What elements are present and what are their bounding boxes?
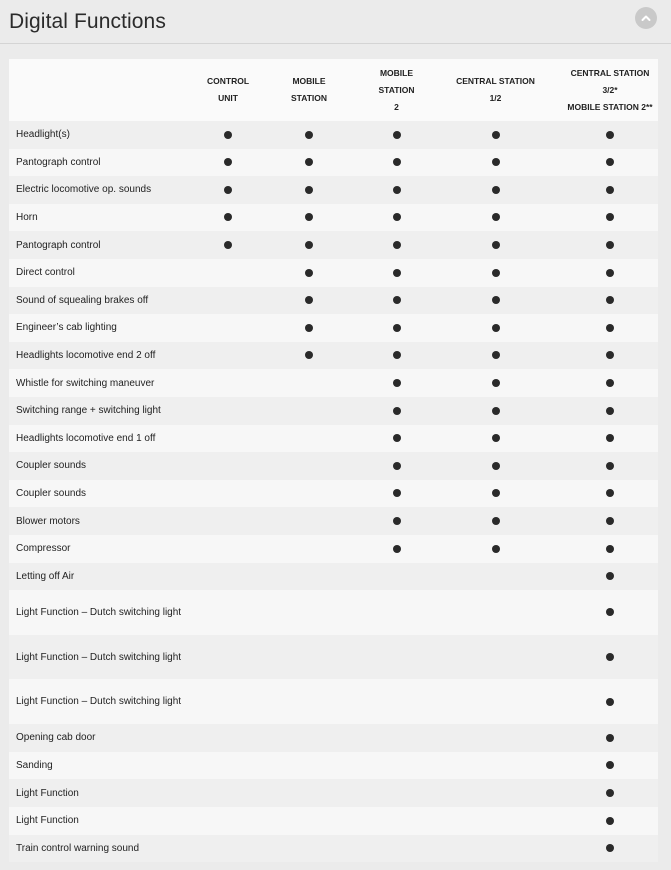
collapse-button[interactable] — [635, 7, 657, 29]
support-cell-control-unit — [202, 590, 254, 635]
support-cell-mobile-station — [254, 314, 364, 342]
supported-dot-icon — [606, 131, 614, 139]
support-cell-central-station-1-2 — [429, 149, 562, 177]
supported-dot-icon — [224, 131, 232, 139]
supported-dot-icon — [305, 131, 313, 139]
supported-dot-icon — [606, 844, 614, 852]
support-cell-control-unit — [202, 807, 254, 835]
functions-table-container — [9, 59, 658, 862]
support-cell-mobile-station — [254, 563, 364, 591]
supported-dot-icon — [606, 158, 614, 166]
support-cell-central-station-3-2 — [562, 452, 658, 480]
function-label: Light Function — [16, 787, 79, 799]
header-line: 2 — [394, 101, 399, 112]
supported-dot-icon — [393, 407, 401, 415]
support-cell-central-station-3-2 — [562, 535, 658, 563]
function-label: Light Function – Dutch switching light — [16, 606, 182, 618]
support-cell-mobile-station — [254, 452, 364, 480]
function-label: Blower motors — [16, 515, 80, 527]
table-row — [9, 835, 658, 863]
support-cell-central-station-1-2 — [429, 287, 562, 315]
support-cell-central-station-1-2 — [429, 121, 562, 149]
supported-dot-icon — [492, 296, 500, 304]
supported-dot-icon — [492, 213, 500, 221]
function-label: Coupler sounds — [16, 460, 87, 472]
support-cell-central-station-1-2 — [429, 480, 562, 508]
support-cell-mobile-station — [254, 176, 364, 204]
supported-dot-icon — [393, 158, 401, 166]
header-line: MOBILE STATION — [378, 67, 415, 95]
supported-dot-icon — [393, 269, 401, 277]
support-cell-mobile-station-2 — [364, 287, 429, 315]
support-cell-central-station-3-2 — [562, 397, 658, 425]
support-cell-central-station-3-2 — [562, 563, 658, 591]
supported-dot-icon — [492, 351, 500, 359]
supported-dot-icon — [492, 324, 500, 332]
header-line: 1/2 — [489, 93, 502, 103]
function-label: Headlights locomotive end 1 off — [16, 432, 156, 444]
support-cell-mobile-station-2 — [364, 590, 429, 635]
support-cell-control-unit — [202, 204, 254, 232]
support-cell-mobile-station — [254, 779, 364, 807]
chevron-up-icon — [640, 12, 652, 24]
header-line: UNIT — [218, 93, 238, 103]
table-header-row — [9, 59, 658, 121]
supported-dot-icon — [393, 545, 401, 553]
support-cell-mobile-station — [254, 807, 364, 835]
support-cell-mobile-station — [254, 287, 364, 315]
supported-dot-icon — [393, 351, 401, 359]
support-cell-mobile-station-2 — [364, 425, 429, 453]
support-cell-central-station-3-2 — [562, 149, 658, 177]
supported-dot-icon — [606, 324, 614, 332]
supported-dot-icon — [393, 379, 401, 387]
supported-dot-icon — [393, 517, 401, 525]
support-cell-central-station-1-2 — [429, 369, 562, 397]
supported-dot-icon — [305, 351, 313, 359]
support-cell-mobile-station-2 — [364, 507, 429, 535]
table-row — [9, 287, 658, 315]
supported-dot-icon — [393, 213, 401, 221]
support-cell-central-station-3-2 — [562, 204, 658, 232]
table-body — [9, 121, 658, 862]
header-central-station-1-2 — [429, 59, 562, 121]
support-cell-central-station-3-2 — [562, 259, 658, 287]
support-cell-central-station-1-2 — [429, 425, 562, 453]
function-label: Headlight(s) — [16, 129, 70, 141]
support-cell-central-station-3-2 — [562, 724, 658, 752]
support-cell-control-unit — [202, 287, 254, 315]
function-label: Letting off Air — [16, 570, 75, 582]
table-row — [9, 231, 658, 259]
support-cell-central-station-3-2 — [562, 176, 658, 204]
function-label: Engineer’s cab lighting — [16, 322, 117, 334]
table-row — [9, 480, 658, 508]
function-label: Train control warning sound — [16, 842, 140, 854]
support-cell-mobile-station-2 — [364, 342, 429, 370]
supported-dot-icon — [492, 545, 500, 553]
supported-dot-icon — [492, 517, 500, 525]
support-cell-central-station-1-2 — [429, 752, 562, 780]
table-row — [9, 679, 658, 724]
function-label: Pantograph control — [16, 239, 101, 251]
support-cell-central-station-3-2 — [562, 369, 658, 397]
support-cell-mobile-station-2 — [364, 779, 429, 807]
panel-title: Digital Functions — [9, 10, 166, 33]
header-line: 3/2* — [602, 84, 618, 95]
support-cell-control-unit — [202, 314, 254, 342]
support-cell-central-station-1-2 — [429, 590, 562, 635]
header-function — [9, 59, 202, 121]
supported-dot-icon — [305, 186, 313, 194]
support-cell-mobile-station — [254, 121, 364, 149]
support-cell-central-station-3-2 — [562, 679, 658, 724]
support-cell-mobile-station-2 — [364, 397, 429, 425]
table-row — [9, 779, 658, 807]
table-row — [9, 204, 658, 232]
supported-dot-icon — [305, 269, 313, 277]
table-row — [9, 507, 658, 535]
supported-dot-icon — [606, 608, 614, 616]
header-line: STATION — [290, 93, 328, 103]
support-cell-mobile-station — [254, 679, 364, 724]
support-cell-control-unit — [202, 397, 254, 425]
function-label: Opening cab door — [16, 732, 96, 744]
table-row — [9, 563, 658, 591]
support-cell-mobile-station-2 — [364, 314, 429, 342]
function-label: Coupler sounds — [16, 488, 87, 500]
support-cell-control-unit — [202, 635, 254, 680]
function-label: Direct control — [16, 267, 75, 279]
supported-dot-icon — [393, 489, 401, 497]
supported-dot-icon — [305, 158, 313, 166]
function-label: Light Function – Dutch switching light — [16, 651, 182, 663]
support-cell-central-station-3-2 — [562, 507, 658, 535]
function-label: Sanding — [16, 760, 53, 772]
support-cell-central-station-3-2 — [562, 835, 658, 863]
supported-dot-icon — [606, 572, 614, 580]
support-cell-central-station-1-2 — [429, 679, 562, 724]
table-row — [9, 807, 658, 835]
support-cell-central-station-1-2 — [429, 835, 562, 863]
table-row — [9, 535, 658, 563]
supported-dot-icon — [393, 186, 401, 194]
support-cell-central-station-3-2 — [562, 287, 658, 315]
table-row — [9, 121, 658, 149]
support-cell-mobile-station-2 — [364, 752, 429, 780]
supported-dot-icon — [393, 462, 401, 470]
support-cell-mobile-station — [254, 204, 364, 232]
support-cell-control-unit — [202, 231, 254, 259]
table-row — [9, 176, 658, 204]
supported-dot-icon — [606, 489, 614, 497]
supported-dot-icon — [606, 351, 614, 359]
support-cell-mobile-station-2 — [364, 835, 429, 863]
support-cell-control-unit — [202, 452, 254, 480]
support-cell-central-station-1-2 — [429, 724, 562, 752]
support-cell-mobile-station-2 — [364, 724, 429, 752]
support-cell-central-station-1-2 — [429, 231, 562, 259]
support-cell-central-station-3-2 — [562, 752, 658, 780]
support-cell-mobile-station — [254, 635, 364, 680]
supported-dot-icon — [606, 296, 614, 304]
support-cell-mobile-station-2 — [364, 635, 429, 680]
table-row — [9, 314, 658, 342]
supported-dot-icon — [606, 517, 614, 525]
table-row — [9, 452, 658, 480]
support-cell-control-unit — [202, 835, 254, 863]
support-cell-mobile-station-2 — [364, 679, 429, 724]
header-line: CENTRAL STATION — [456, 76, 535, 86]
header-mobile-station — [254, 59, 364, 121]
supported-dot-icon — [606, 241, 614, 249]
panel-header — [0, 0, 671, 44]
support-cell-control-unit — [202, 535, 254, 563]
support-cell-control-unit — [202, 563, 254, 591]
support-cell-mobile-station — [254, 342, 364, 370]
supported-dot-icon — [492, 379, 500, 387]
support-cell-mobile-station — [254, 535, 364, 563]
support-cell-control-unit — [202, 425, 254, 453]
support-cell-central-station-1-2 — [429, 204, 562, 232]
table-row — [9, 149, 658, 177]
digital-functions-table — [9, 59, 658, 862]
table-row — [9, 590, 658, 635]
support-cell-central-station-1-2 — [429, 807, 562, 835]
support-cell-central-station-1-2 — [429, 259, 562, 287]
table-row — [9, 259, 658, 287]
supported-dot-icon — [224, 241, 232, 249]
supported-dot-icon — [224, 213, 232, 221]
supported-dot-icon — [393, 296, 401, 304]
table-row — [9, 635, 658, 680]
function-label: Light Function — [16, 815, 79, 827]
support-cell-mobile-station — [254, 724, 364, 752]
function-label: Headlights locomotive end 2 off — [16, 350, 156, 362]
support-cell-central-station-3-2 — [562, 425, 658, 453]
supported-dot-icon — [492, 158, 500, 166]
support-cell-mobile-station-2 — [364, 259, 429, 287]
support-cell-control-unit — [202, 480, 254, 508]
support-cell-mobile-station — [254, 397, 364, 425]
support-cell-central-station-1-2 — [429, 397, 562, 425]
supported-dot-icon — [492, 241, 500, 249]
support-cell-central-station-1-2 — [429, 779, 562, 807]
supported-dot-icon — [393, 241, 401, 249]
support-cell-central-station-1-2 — [429, 176, 562, 204]
support-cell-control-unit — [202, 507, 254, 535]
support-cell-mobile-station-2 — [364, 204, 429, 232]
support-cell-mobile-station-2 — [364, 480, 429, 508]
function-label: Electric locomotive op. sounds — [16, 184, 152, 196]
support-cell-control-unit — [202, 369, 254, 397]
supported-dot-icon — [606, 545, 614, 553]
support-cell-central-station-3-2 — [562, 121, 658, 149]
supported-dot-icon — [606, 698, 614, 706]
supported-dot-icon — [606, 789, 614, 797]
supported-dot-icon — [305, 296, 313, 304]
function-label: Horn — [16, 212, 38, 224]
supported-dot-icon — [492, 131, 500, 139]
function-label: Switching range + switching light — [16, 405, 161, 417]
header-control-unit — [202, 59, 254, 121]
supported-dot-icon — [606, 761, 614, 769]
support-cell-mobile-station — [254, 835, 364, 863]
support-cell-mobile-station — [254, 425, 364, 453]
support-cell-central-station-1-2 — [429, 314, 562, 342]
supported-dot-icon — [606, 434, 614, 442]
support-cell-central-station-1-2 — [429, 563, 562, 591]
supported-dot-icon — [305, 241, 313, 249]
support-cell-mobile-station — [254, 259, 364, 287]
header-line: CONTROL — [206, 76, 250, 86]
support-cell-mobile-station — [254, 149, 364, 177]
supported-dot-icon — [393, 434, 401, 442]
support-cell-central-station-1-2 — [429, 452, 562, 480]
support-cell-mobile-station — [254, 231, 364, 259]
header-line: CENTRAL STATION — [570, 67, 650, 78]
table-row — [9, 752, 658, 780]
function-label: Whistle for switching maneuver — [16, 377, 155, 389]
support-cell-central-station-1-2 — [429, 342, 562, 370]
supported-dot-icon — [606, 817, 614, 825]
support-cell-mobile-station-2 — [364, 369, 429, 397]
support-cell-mobile-station-2 — [364, 121, 429, 149]
table-row — [9, 397, 658, 425]
supported-dot-icon — [606, 734, 614, 742]
supported-dot-icon — [393, 131, 401, 139]
support-cell-mobile-station-2 — [364, 231, 429, 259]
supported-dot-icon — [606, 407, 614, 415]
table-row — [9, 369, 658, 397]
header-line: MOBILE — [292, 76, 326, 86]
supported-dot-icon — [606, 379, 614, 387]
supported-dot-icon — [492, 462, 500, 470]
support-cell-central-station-1-2 — [429, 535, 562, 563]
support-cell-control-unit — [202, 259, 254, 287]
support-cell-mobile-station — [254, 507, 364, 535]
function-label: Light Function – Dutch switching light — [16, 696, 182, 708]
supported-dot-icon — [606, 213, 614, 221]
support-cell-mobile-station-2 — [364, 149, 429, 177]
supported-dot-icon — [224, 158, 232, 166]
function-label: Sound of squealing brakes off — [16, 294, 149, 306]
support-cell-mobile-station — [254, 752, 364, 780]
support-cell-control-unit — [202, 752, 254, 780]
table-row — [9, 724, 658, 752]
support-cell-central-station-3-2 — [562, 635, 658, 680]
function-label: Compressor — [16, 543, 71, 555]
supported-dot-icon — [305, 213, 313, 221]
support-cell-mobile-station-2 — [364, 176, 429, 204]
supported-dot-icon — [492, 434, 500, 442]
table-row — [9, 342, 658, 370]
support-cell-mobile-station — [254, 480, 364, 508]
supported-dot-icon — [305, 324, 313, 332]
support-cell-central-station-3-2 — [562, 480, 658, 508]
support-cell-central-station-3-2 — [562, 590, 658, 635]
support-cell-mobile-station-2 — [364, 452, 429, 480]
header-line: MOBILE STATION 2** — [567, 101, 653, 112]
function-label: Pantograph control — [16, 156, 101, 168]
support-cell-control-unit — [202, 121, 254, 149]
support-cell-mobile-station — [254, 369, 364, 397]
supported-dot-icon — [224, 186, 232, 194]
supported-dot-icon — [492, 489, 500, 497]
supported-dot-icon — [492, 269, 500, 277]
support-cell-mobile-station-2 — [364, 807, 429, 835]
support-cell-central-station-3-2 — [562, 342, 658, 370]
support-cell-central-station-3-2 — [562, 807, 658, 835]
support-cell-control-unit — [202, 342, 254, 370]
supported-dot-icon — [393, 324, 401, 332]
support-cell-central-station-3-2 — [562, 314, 658, 342]
supported-dot-icon — [606, 653, 614, 661]
supported-dot-icon — [492, 186, 500, 194]
table-row — [9, 425, 658, 453]
supported-dot-icon — [606, 186, 614, 194]
support-cell-control-unit — [202, 779, 254, 807]
support-cell-central-station-3-2 — [562, 231, 658, 259]
supported-dot-icon — [606, 462, 614, 470]
support-cell-control-unit — [202, 724, 254, 752]
support-cell-control-unit — [202, 176, 254, 204]
support-cell-central-station-1-2 — [429, 635, 562, 680]
support-cell-mobile-station-2 — [364, 563, 429, 591]
support-cell-mobile-station — [254, 590, 364, 635]
supported-dot-icon — [492, 407, 500, 415]
support-cell-control-unit — [202, 679, 254, 724]
support-cell-mobile-station-2 — [364, 535, 429, 563]
supported-dot-icon — [606, 269, 614, 277]
header-mobile-station-2 — [364, 59, 429, 121]
support-cell-control-unit — [202, 149, 254, 177]
header-central-station-3-2 — [562, 59, 658, 121]
support-cell-central-station-1-2 — [429, 507, 562, 535]
support-cell-central-station-3-2 — [562, 779, 658, 807]
